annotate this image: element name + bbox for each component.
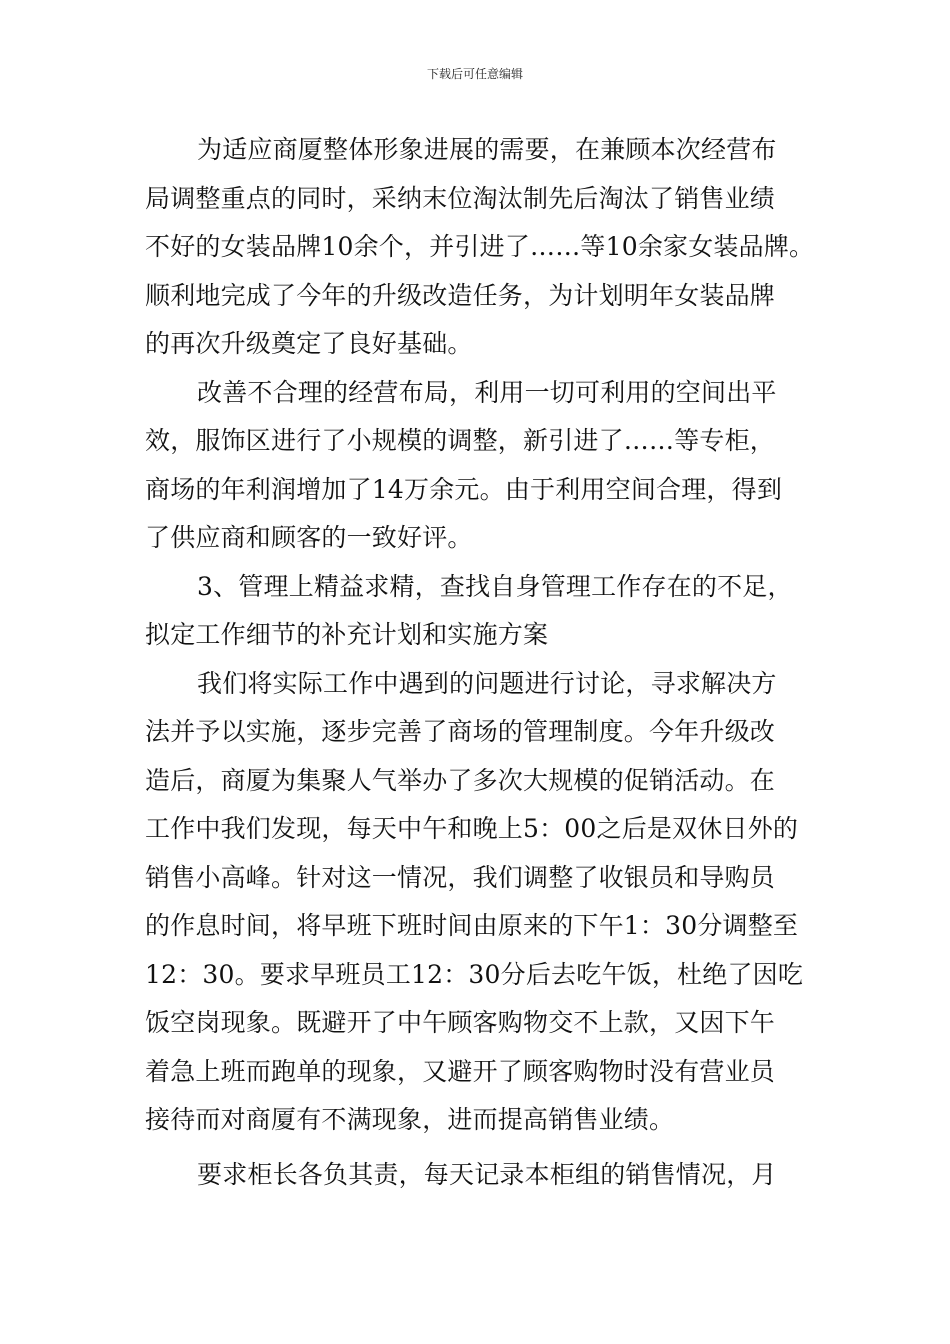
section-heading-line: 拟定工作细节的补充计划和实施方案 [145,620,549,649]
paragraph-line: 法并予以实施，逐步完善了商场的管理制度。今年升级改 [145,717,776,746]
paragraph-line: 的再次升级奠定了良好基础。 [145,329,473,358]
document-body [145,126,815,1199]
paragraph-line: 顺利地完成了今年的升级改造任务，为计划明年女装品牌 [145,280,776,310]
paragraph-line: 我们将实际工作中遇到的问题进行讨论，寻求解决方 [197,668,777,698]
page-header-note: 下载后可任意编辑 [426,67,523,81]
paragraph-line: 不好的女装品牌10余个，并引进了……等10余家女装品牌。 [145,232,815,261]
paragraph-line: 效，服饰区进行了小规模的调整，新引进了……等专柜， [145,426,776,455]
paragraph-line: 造后，商厦为集聚人气举办了多次大规模的促销活动。在 [145,765,776,795]
paragraph-line: 为适应商厦整体形象进展的需要，在兼顾本次经营布 [197,135,777,164]
paragraph-line: 商场的年利润增加了14万余元。由于利用空间合理，得到 [145,474,783,504]
paragraph-line: 了供应商和顾客的一致好评。 [145,523,473,552]
section-heading-line: 3、管理上精益求精，查找自身管理工作存在的不足， [197,571,793,601]
paragraph-line: 12：30。要求早班员工12：30分后去吃午饭，杜绝了因吃 [145,959,804,989]
paragraph-line: 的作息时间，将早班下班时间由原来的下午1：30分调整至 [145,911,799,940]
paragraph-line: 要求柜长各负其责，每天记录本柜组的销售情况，月 [197,1159,777,1189]
paragraph-line: 工作中我们发现，每天中午和晚上5：00之后是双休日外的 [145,814,799,843]
paragraph-line: 销售小高峰。针对这一情况，我们调整了收银员和导购员 [145,862,776,892]
paragraph-line: 接待而对商厦有不满现象，进而提高销售业绩。 [145,1105,675,1134]
paragraph-line: 改善不合理的经营布局，利用一切可利用的空间出平 [197,377,777,407]
paragraph-line: 着急上班而跑单的现象，又避开了顾客购物时没有营业员 [145,1056,776,1086]
paragraph-line: 饭空岗现象。既避开了中午顾客购物交不上款，又因下午 [145,1008,776,1037]
paragraph-line: 局调整重点的同时，采纳末位淘汰制先后淘汰了销售业绩 [145,183,776,213]
